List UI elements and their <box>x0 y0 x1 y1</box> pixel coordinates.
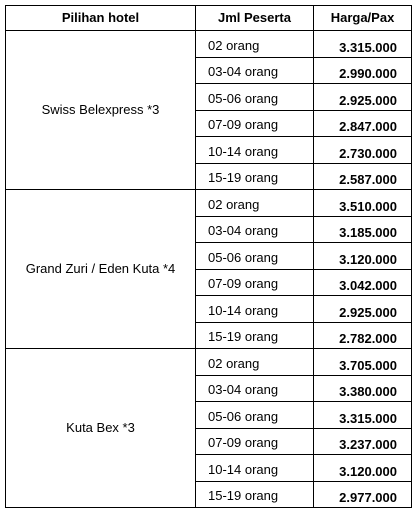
pax-count: 15-19 orang <box>196 481 314 508</box>
pax-count: 10-14 orang <box>196 137 314 164</box>
table-header-row <box>6 6 412 31</box>
hotel-name: Swiss Belexpress *3 <box>6 31 196 190</box>
pax-count: 07-09 orang <box>196 428 314 455</box>
price-value: 2.990.000 <box>314 57 412 84</box>
price-value: 2.782.000 <box>314 322 412 349</box>
table-row <box>6 349 412 376</box>
price-value: 3.042.000 <box>314 269 412 296</box>
price-value: 3.380.000 <box>314 375 412 402</box>
pax-count: 07-09 orang <box>196 110 314 137</box>
pax-count: 05-06 orang <box>196 84 314 111</box>
pax-count: 03-04 orang <box>196 57 314 84</box>
price-value: 2.925.000 <box>314 84 412 111</box>
pax-count: 02 orang <box>196 349 314 376</box>
hotel-name: Grand Zuri / Eden Kuta *4 <box>6 190 196 349</box>
price-value: 3.185.000 <box>314 216 412 243</box>
price-value: 3.705.000 <box>314 349 412 376</box>
price-value: 3.120.000 <box>314 243 412 270</box>
pax-count: 10-14 orang <box>196 455 314 482</box>
header-pax: Jml Peserta <box>196 6 314 31</box>
table-body <box>6 31 412 508</box>
pax-count: 15-19 orang <box>196 163 314 190</box>
pax-count: 05-06 orang <box>196 402 314 429</box>
header-hotel: Pilihan hotel <box>6 6 196 31</box>
price-value: 3.315.000 <box>314 402 412 429</box>
table-row <box>6 31 412 58</box>
pax-count: 02 orang <box>196 190 314 217</box>
pax-count: 05-06 orang <box>196 243 314 270</box>
header-price: Harga/Pax <box>314 6 412 31</box>
hotel-price-table <box>5 5 412 508</box>
pax-count: 02 orang <box>196 31 314 58</box>
price-value: 3.237.000 <box>314 428 412 455</box>
price-value: 3.120.000 <box>314 455 412 482</box>
price-value: 3.510.000 <box>314 190 412 217</box>
pax-count: 15-19 orang <box>196 322 314 349</box>
price-value: 3.315.000 <box>314 31 412 58</box>
price-value: 2.847.000 <box>314 110 412 137</box>
price-value: 2.977.000 <box>314 481 412 508</box>
price-value: 2.925.000 <box>314 296 412 323</box>
pax-count: 07-09 orang <box>196 269 314 296</box>
table-row <box>6 190 412 217</box>
pax-count: 10-14 orang <box>196 296 314 323</box>
pax-count: 03-04 orang <box>196 216 314 243</box>
hotel-name: Kuta Bex *3 <box>6 349 196 508</box>
pax-count: 03-04 orang <box>196 375 314 402</box>
price-value: 2.730.000 <box>314 137 412 164</box>
price-value: 2.587.000 <box>314 163 412 190</box>
